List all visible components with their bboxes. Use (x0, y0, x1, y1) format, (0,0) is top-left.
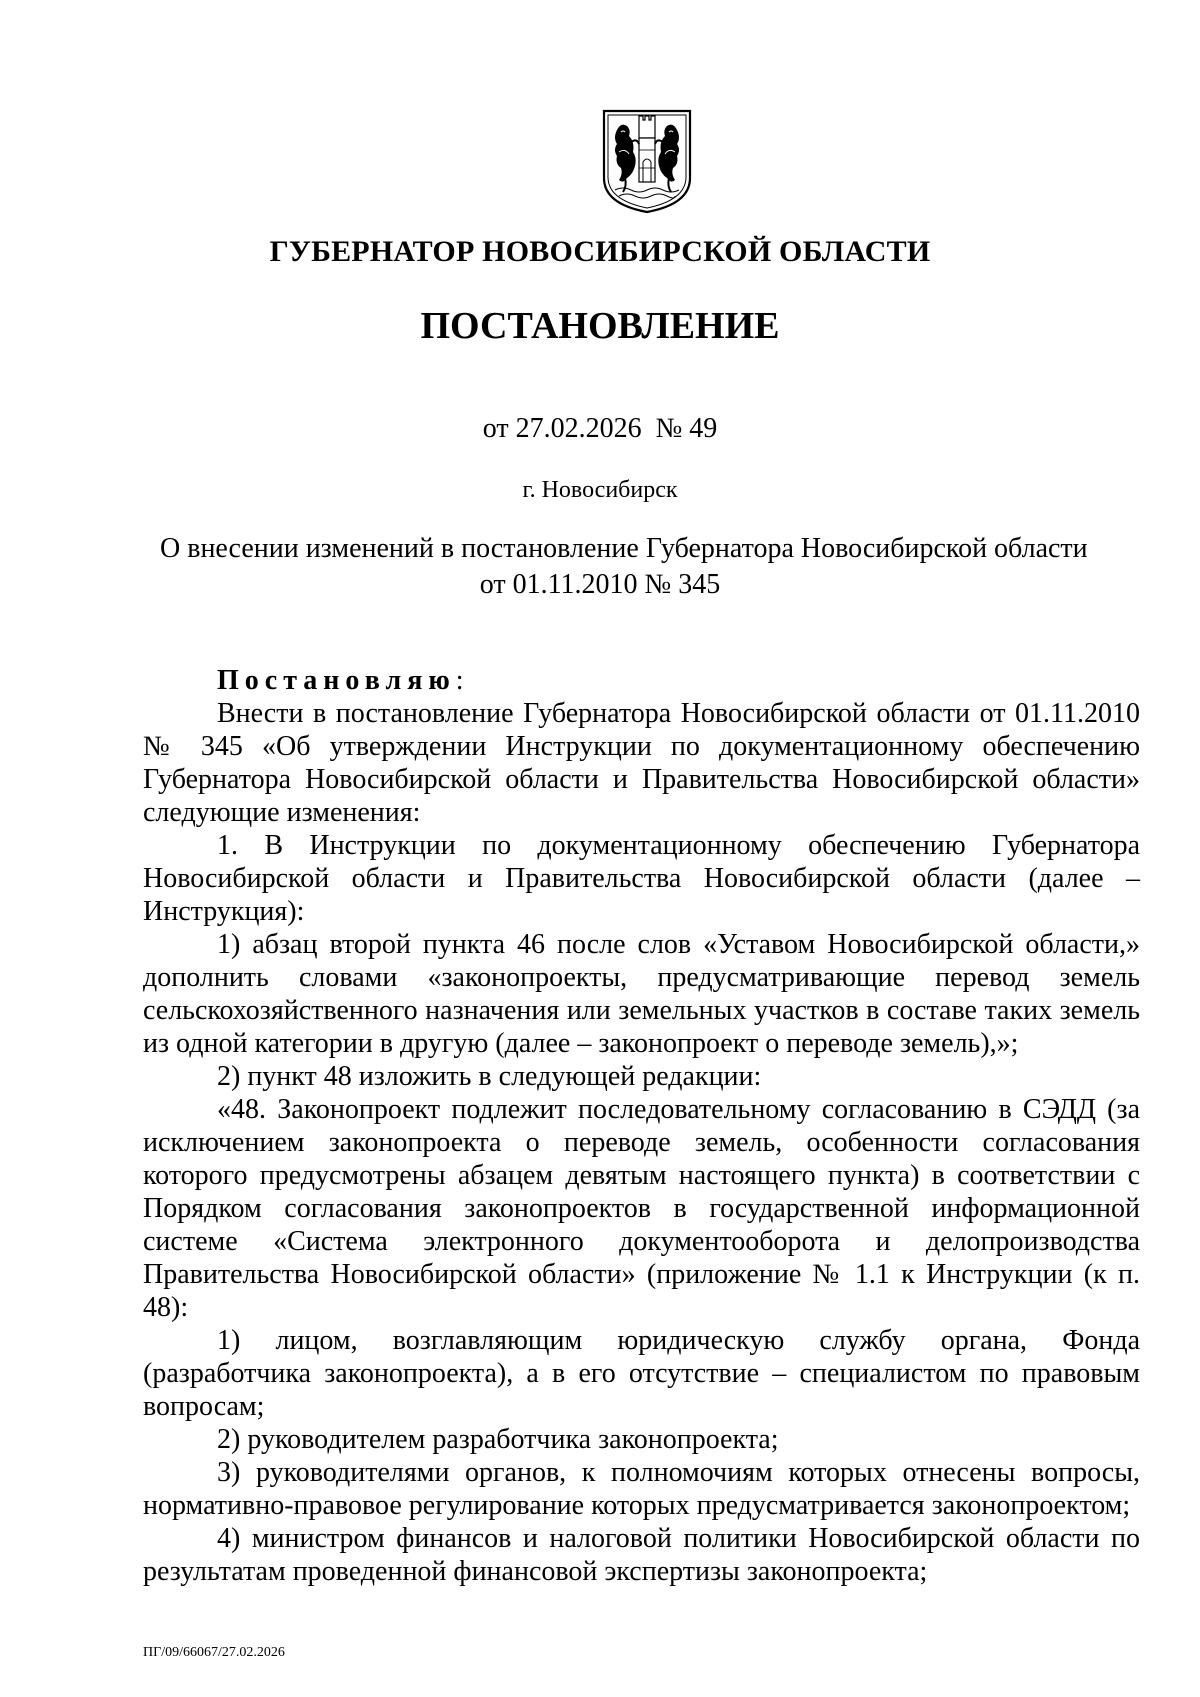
document-subject (160, 531, 1088, 603)
document-registration-code: ПГ/09/66067/27.02.2026 (143, 1645, 285, 1660)
body-paragraph: 2) пункт 48 изложить в следующей редакции: (217, 1061, 762, 1092)
subject-line: О внесении изменений в постановление Губернатора Новосибирской области (160, 533, 1088, 564)
body-paragraph: 1. В Инструкции по документационному обеспечению Губернатора Новосибирской области и Правительства Новосибирской области (далее – Инструкция): (143, 830, 1140, 927)
issuing-authority: ГУБЕРНАТОР НОВОСИБИРСКОЙ ОБЛАСТИ (269, 235, 931, 268)
document-city: г. Новосибирск (522, 477, 678, 503)
body-paragraph: 2) руководителем разработчика законопроекта; (217, 1424, 779, 1455)
body-paragraph: «48. Законопроект подлежит последовательному согласованию в СЭДД (за исключением законопроекта о переводе земель, особенности согласования которого предусмотрены абзацем девятым настоящего пункта) в соответствии с Порядком согласования законопроектов в государственной информационной системе «Система электронного документооборота и делопроизводства Правительства Новосибирской области» (приложение № 1.1 к Инструкции (к п. 48): (143, 1094, 1140, 1323)
resolve-colon: : (455, 665, 464, 696)
body-paragraph: 1) лицом, возглавляющим юридическую службу органа, Фонда (разработчика законопроекта), а в его отсутствие – специалистом по правовым вопросам; (143, 1325, 1140, 1422)
document-number: № 49 (655, 413, 718, 444)
body-paragraph: 3) руководителями органов, к полномочиям которых отнесены вопросы, нормативно-правовое регулирование которых предусматривается законопроектом; (143, 1457, 1140, 1521)
body-paragraph: 4) министром финансов и налоговой политики Новосибирской области по результатам проведенной финансовой экспертизы законопроекта; (143, 1523, 1140, 1587)
document-date: от 27.02.2026 (482, 413, 642, 444)
subject-line: от 01.11.2010 № 345 (479, 569, 721, 600)
body-paragraph: 1) абзац второй пункта 46 после слов «Уставом Новосибирской области,» дополнить словами «законопроекты, предусматривающие перевод земель сельскохозяйственного назначения или земельных участков в составе таких земель из одной категории в другую (далее – законопроект о переводе земель),»; (143, 929, 1140, 1059)
resolve-heading (143, 664, 1140, 697)
coat-of-arms-icon (601, 108, 693, 214)
document-body (143, 664, 1140, 1588)
body-paragraph: Внести в постановление Губернатора Новосибирской области от 01.11.2010 № 345 «Об утверждении Инструкции по документационному обеспечению Губернатора Новосибирской области и Правительства Новосибирской области» следующие изменения: (143, 698, 1140, 828)
resolve-word: Постановляю (217, 665, 456, 696)
document-type-title: ПОСТАНОВЛЕНИЕ (420, 305, 780, 347)
document-date-number (0, 411, 1200, 447)
